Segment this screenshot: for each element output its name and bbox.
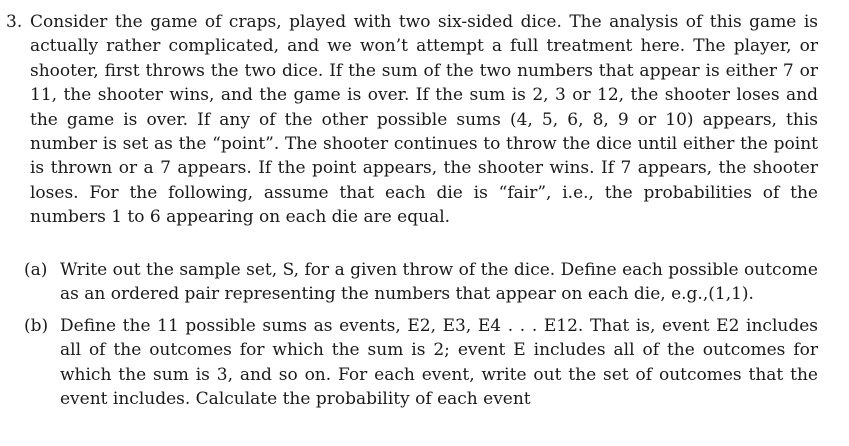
problem-parts [24, 258, 818, 418]
part-b [24, 314, 818, 412]
part-b-text: Define the 11 possible sums as events, E2, E3, E4 . . . E12. That is, event E2 includes all of the outcomes for which the sum is 2; event E includes all of the outcomes for which the sum is 3, and so on. For each event, write out the set of outcomes that the event includes. Calculate the probability of each event [60, 315, 818, 410]
part-b-label: (b) [24, 315, 49, 336]
part-a-text: Write out the sample set, S, for a given throw of the dice. Define each possible outcome as an ordered pair representing the numbers that appear on each die, e.g.,(1,1). [60, 260, 818, 305]
problem-3 [6, 10, 818, 230]
part-a-label: (a) [24, 260, 48, 280]
problem-statement: Consider the game of craps, played with two six-sided dice. The analysis of this game is actually rather complicated, and we won’t attempt a full treatment here. The player, or shooter, first throws the two dice. If the sum of the two numbers that appear is either 7 or 11, the shooter wins, and the game is over. If the sum is 2, 3 or 12, the shooter loses and the game is over. If any of the other possible sums (4, 5, 6, 8, 9 or 10) appears, this number is set as the “point”. The shooter continues to throw the dice until either the point is thrown or a 7 appears. If the point appears, the shooter wins. If 7 appears, the shooter loses. For the following, assume that each die is “fair”, i.e., the probabilities of the numbers 1 to 6 appearing on each die are equal. [30, 12, 818, 228]
problem-row [6, 10, 818, 230]
problem-number: 3. [6, 12, 23, 32]
part-a [24, 258, 818, 307]
